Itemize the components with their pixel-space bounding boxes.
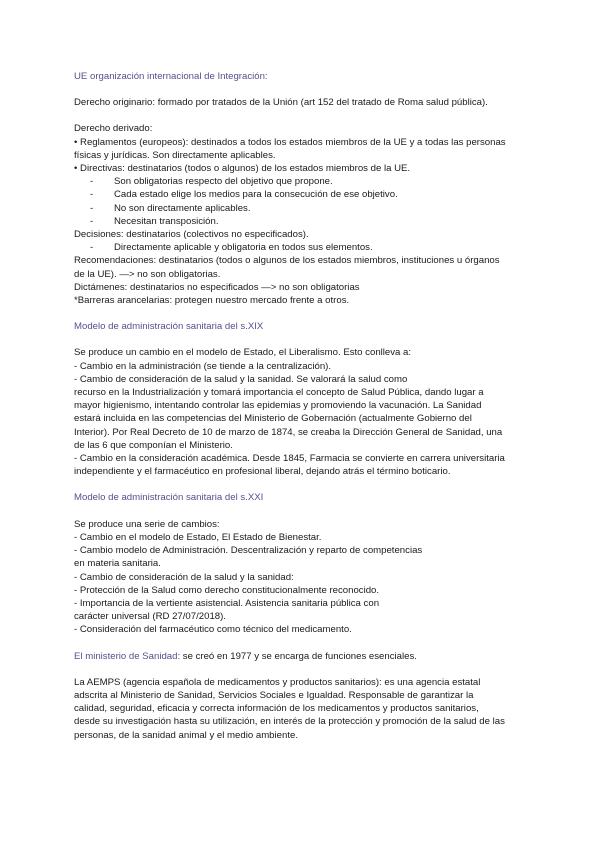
barreras-line: *Barreras arancelarias: protegen nuestro mercado frente a otros. <box>74 295 350 307</box>
xix-line: independiente y el farmacéutico en profesional liberal, dejando atrás el término boticario. <box>74 466 451 478</box>
aemps-line: La AEMPS (agencia española de medicamentos y productos sanitarios): es una agencia estatal <box>74 676 481 688</box>
heading-xxi: Modelo de administración sanitaria del s.XXI <box>74 492 264 504</box>
directivas-item: - Son obligatorias respecto del objetivo que propone. <box>90 176 333 188</box>
aemps-line: calidad, seguridad, eficacia y correcta información de los medicamentos y productos sanitarios, <box>74 703 479 715</box>
reglamentos-line-2: físicas y jurídicas. Son directamente aplicables. <box>74 149 276 161</box>
derecho-derivado-title: Derecho derivado: <box>74 123 153 135</box>
derecho-originario: Derecho originario: formado por tratados de la Unión (art 152 del tratado de Roma salud pública). <box>74 97 488 109</box>
xix-line: - Cambio de consideración de la salud y la sanidad. Se valorará la salud como <box>74 373 408 385</box>
xxi-line: carácter universal (RD 27/07/2018). <box>74 611 226 623</box>
heading-ministerio: El ministerio de Sanidad: <box>74 650 181 662</box>
aemps-line: desde su investigación hasta su utilización, en interés de la protección y promoción de la salud de las <box>74 716 505 728</box>
xxi-line: en materia sanitaria. <box>74 558 161 570</box>
xix-line: - Cambio en la administración (se tiende a la centralización). <box>74 360 332 372</box>
xix-line: Interior). Por Real Decreto de 10 de marzo de 1874, se creaba la Dirección General de Sanidad, una <box>74 426 503 438</box>
ministerio-rest: se creó en 1977 y se encarga de funciones esenciales. <box>180 650 417 662</box>
xix-line: - Cambio en la consideración académica. Desde 1845, Farmacia se convierte en carrera universitaria <box>74 453 505 465</box>
xxi-line: - Consideración del farmacéutico como técnico del medicamento. <box>74 624 352 636</box>
directivas-item: - Necesitan transposición. <box>90 215 219 227</box>
directivas-line: • Directivas: destinatarios (todos o algunos) de los estados miembros de la UE. <box>74 163 411 175</box>
aemps-line: adscrita al Ministerio de Sanidad, Servicios Sociales e Igualdad. Responsable de garantizar la <box>74 689 474 701</box>
xix-line: mayor higienismo, intentando controlar las epidemias y promoviendo la vacunación. La Sanidad <box>74 400 482 412</box>
dictamenes-line: Dictámenes: destinatarios no especificados —> no son obligatorias <box>74 281 360 293</box>
xxi-line: - Cambio de consideración de la salud y la sanidad: <box>74 571 294 583</box>
aemps-line: personas, de la sanidad animal y el medio ambiente. <box>74 729 298 741</box>
recomendaciones-line-2: de la UE). —> no son obligatorias. <box>74 268 221 280</box>
xxi-line: Se produce una serie de cambios: <box>74 518 220 530</box>
xix-line: de las 6 que componían el Ministerio. <box>74 439 233 451</box>
ministerio-line <box>74 650 530 663</box>
decisiones-line: Decisiones: destinatarios (colectivos no especificados). <box>74 229 309 241</box>
directivas-item: - No son directamente aplicables. <box>90 202 251 214</box>
decisiones-item: - Directamente aplicable y obligatoria en todos sus elementos. <box>90 242 373 254</box>
xxi-line: - Cambio modelo de Administración. Descentralización y reparto de competencias <box>74 545 423 557</box>
directivas-item: - Cada estado elige los medios para la consecución de ese objetivo. <box>90 189 398 201</box>
xix-line: estará incluida en las competencias del Ministerio de Gobernación (actualmente Gobierno del <box>74 413 472 425</box>
xix-line: Se produce un cambio en el modelo de Estado, el Liberalismo. Esto conlleva a: <box>74 347 412 359</box>
xix-line: recurso en la Industrialización y tomará importancia el concepto de Salud Pública, dando lugar a <box>74 387 484 399</box>
xxi-line: - Protección de la Salud como derecho constitucionalmente reconocido. <box>74 584 380 596</box>
xxi-line: - Importancia de la vertiente asistencial. Asistencia sanitaria pública con <box>74 597 380 609</box>
heading-xix: Modelo de administración sanitaria del s.XIX <box>74 321 264 333</box>
recomendaciones-line-1: Recomendaciones: destinatarios (todos o algunos de los estados miembros, instituciones u órganos <box>74 255 500 267</box>
xxi-line: - Cambio en el modelo de Estado, El Estado de Bienestar. <box>74 531 322 543</box>
reglamentos-line-1: • Reglamentos (europeos): destinados a todos los estados miembros de la UE y a todas las personas <box>74 136 506 148</box>
heading-ue: UE organización internacional de Integración: <box>74 71 268 82</box>
